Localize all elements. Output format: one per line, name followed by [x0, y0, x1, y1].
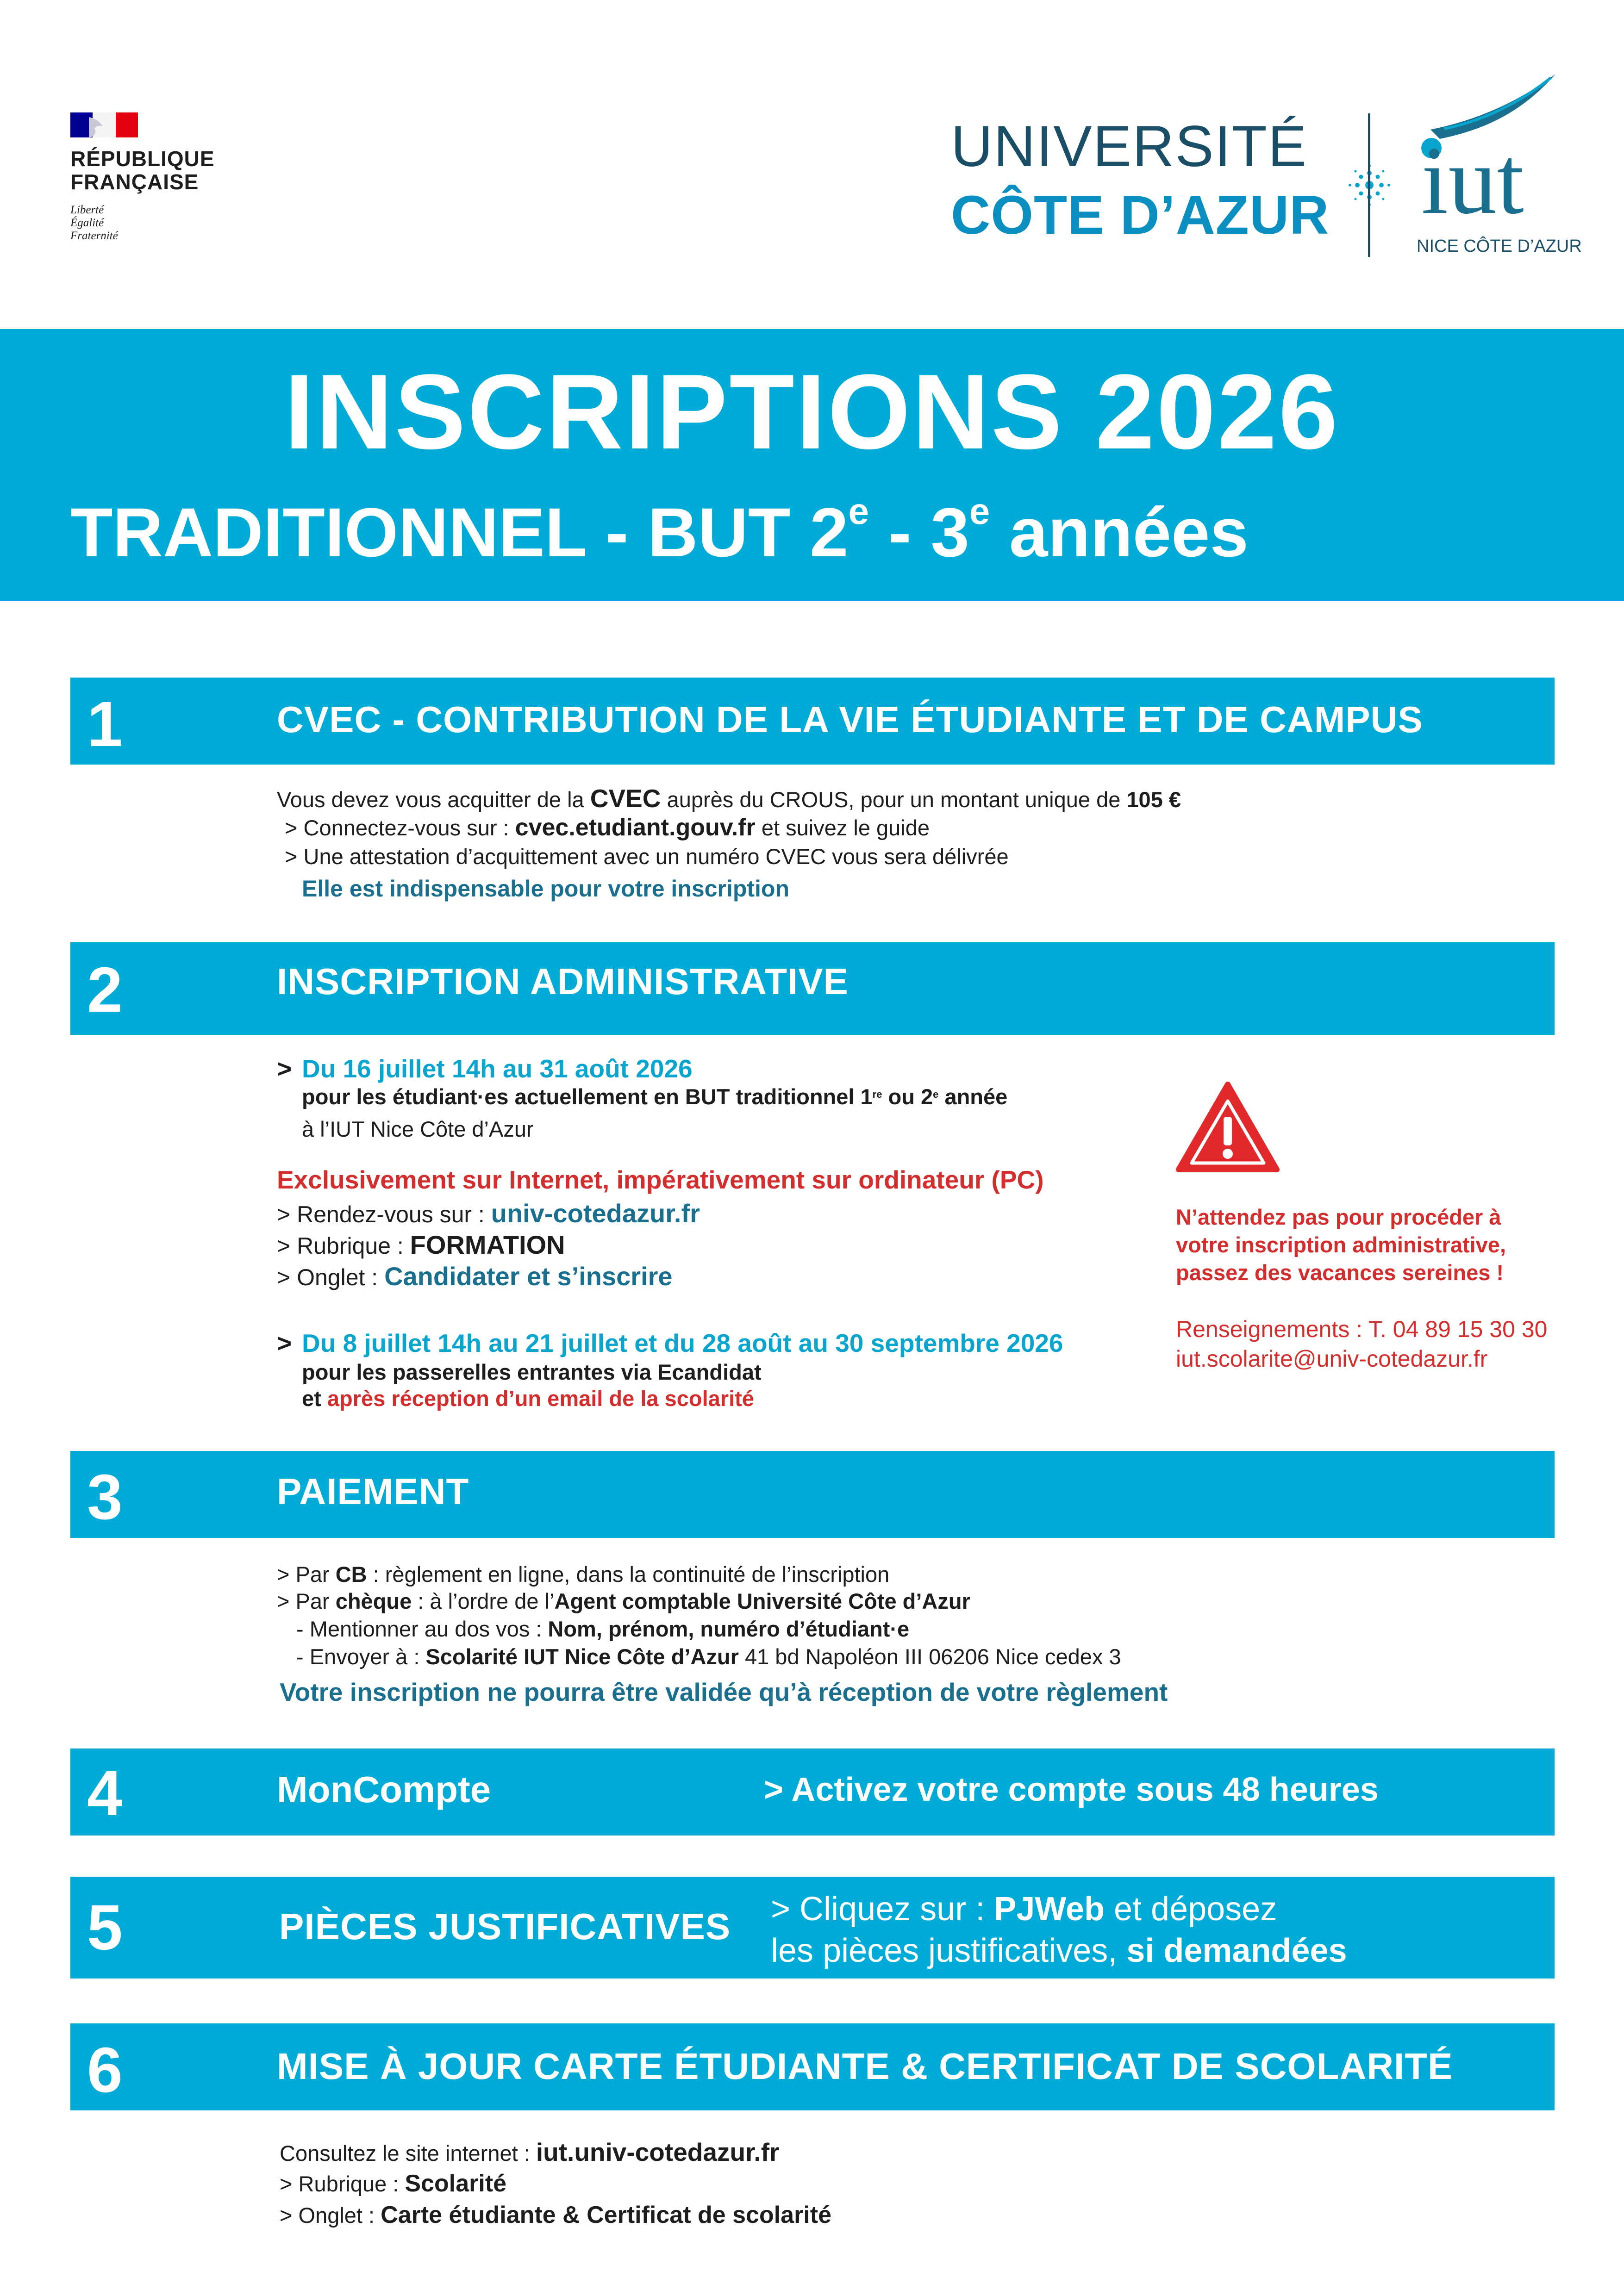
period1-line3: à l’IUT Nice Côte d’Azur: [302, 1117, 534, 1141]
republique-line: RÉPUBLIQUE: [70, 147, 215, 171]
step5-line2: les pièces justificatives, si demandées: [771, 1932, 1347, 1969]
step5-number: 5: [87, 1892, 123, 1963]
warning-line2: votre inscription administrative,: [1176, 1232, 1506, 1257]
iut-logo: [1412, 69, 1560, 218]
period1-arrow: >: [277, 1054, 292, 1083]
page-title: INSCRIPTIONS 2026: [284, 352, 1340, 471]
payment-line3: - Mentionner au dos vos : Nom, prénom, numéro d’étudiant·e: [296, 1617, 910, 1641]
republic-motto: [70, 204, 118, 243]
contact-email: iut.scolarite@univ-cotedazur.fr: [1176, 1346, 1488, 1372]
contact-phone: Renseignements : T. 04 89 15 30 30: [1176, 1316, 1548, 1342]
step6-line1: Consultez le site internet : iut.univ-cotedazur.fr: [280, 2138, 780, 2166]
contact-info: [1176, 1314, 1547, 1374]
step4-number: 4: [87, 1758, 123, 1829]
step6-line3: > Onglet : Carte étudiante & Certificat de scolarité: [280, 2202, 831, 2228]
step3-title: PAIEMENT: [277, 1471, 469, 1512]
route-line1: > Rendez-vous sur : univ-cotedazur.fr: [277, 1199, 700, 1228]
route-line2: > Rubrique : FORMATION: [277, 1230, 565, 1259]
step1-number: 1: [87, 689, 123, 760]
marianne-flag-logo: [70, 112, 138, 137]
warning-message: [1176, 1203, 1506, 1287]
university-name-line1: UNIVERSITÉ: [951, 114, 1308, 179]
payment-line1: > Par CB : règlement en ligne, dans la continuité de l’inscription: [277, 1562, 890, 1587]
motto-fraternite: Fraternité: [70, 230, 118, 242]
step1-line4: Elle est indispensable pour votre inscription: [302, 876, 790, 902]
page-subtitle: TRADITIONNEL - BUT 2e - 3e années: [70, 491, 1249, 571]
step2-title: INSCRIPTION ADMINISTRATIVE: [277, 961, 849, 1002]
iut-subtitle: NICE CÔTE D’AZUR: [1417, 236, 1582, 256]
step1-line3: > Une attestation d’acquittement avec un numéro CVEC vous sera délivrée: [285, 844, 1009, 869]
republique-francaise-label: [70, 147, 215, 193]
step5-title: PIÈCES JUSTIFICATIVES: [279, 1906, 731, 1947]
period2-line3: et après réception d’un email de la scolarité: [302, 1386, 754, 1411]
university-name-line2: CÔTE D’AZUR: [951, 185, 1330, 246]
step2-number: 2: [87, 954, 123, 1026]
motto-egalite: Égalité: [70, 217, 104, 229]
payment-notice: Votre inscription ne pourra être validée qu’à réception de votre règlement: [280, 1678, 1168, 1706]
payment-line4: - Envoyer à : Scolarité IUT Nice Côte d’Azur 41 bd Napoléon III 06206 Nice cedex 3: [296, 1644, 1121, 1669]
step4-action: > Activez votre compte sous 48 heures: [764, 1771, 1379, 1808]
step1-line2: > Connectez-vous sur : cvec.etudiant.gouv.fr et suivez le guide: [285, 814, 930, 841]
period1-line2: pour les étudiant·es actuellement en BUT traditionnel 1re ou 2e année: [302, 1084, 1008, 1109]
svg-text:iut: iut: [1421, 127, 1524, 218]
step3-number: 3: [87, 1462, 123, 1533]
period2-line2: pour les passerelles entrantes via Ecandidat: [302, 1360, 762, 1384]
step6-line2: > Rubrique : Scolarité: [280, 2170, 507, 2197]
step6-number: 6: [87, 2035, 123, 2106]
step1-title: CVEC - CONTRIBUTION DE LA VIE ÉTUDIANTE ET DE CAMPUS: [277, 699, 1423, 740]
step6-title: MISE À JOUR CARTE ÉTUDIANTE & CERTIFICAT DE SCOLARITÉ: [277, 2046, 1453, 2087]
step1-line1: Vous devez vous acquitter de la CVEC auprès du CROUS, pour un montant unique de 105 €: [277, 784, 1181, 813]
period2-arrow: >: [277, 1329, 292, 1357]
period1-date: Du 16 juillet 14h au 31 août 2026: [302, 1054, 693, 1083]
warning-icon: [1176, 1081, 1280, 1173]
route-line3: > Onglet : Candidater et s’inscrire: [277, 1262, 673, 1291]
warning-line3: passez des vacances sereines !: [1176, 1260, 1504, 1285]
logo-separator: [1368, 113, 1370, 257]
step4-title: MonCompte: [277, 1769, 491, 1810]
step5-line1: > Cliquez sur : PJWeb et déposez: [771, 1891, 1277, 1928]
francaise-line: FRANÇAISE: [70, 170, 199, 194]
period2-date: Du 8 juillet 14h au 21 juillet et du 28 août au 30 septembre 2026: [302, 1329, 1063, 1357]
exclusive-notice: Exclusivement sur Internet, impérativement sur ordinateur (PC): [277, 1165, 1044, 1194]
payment-line2: > Par chèque : à l’ordre de l’Agent comptable Université Côte d’Azur: [277, 1589, 970, 1613]
motto-liberte: Liberté: [70, 204, 104, 216]
warning-line1: N’attendez pas pour procéder à: [1176, 1205, 1501, 1229]
